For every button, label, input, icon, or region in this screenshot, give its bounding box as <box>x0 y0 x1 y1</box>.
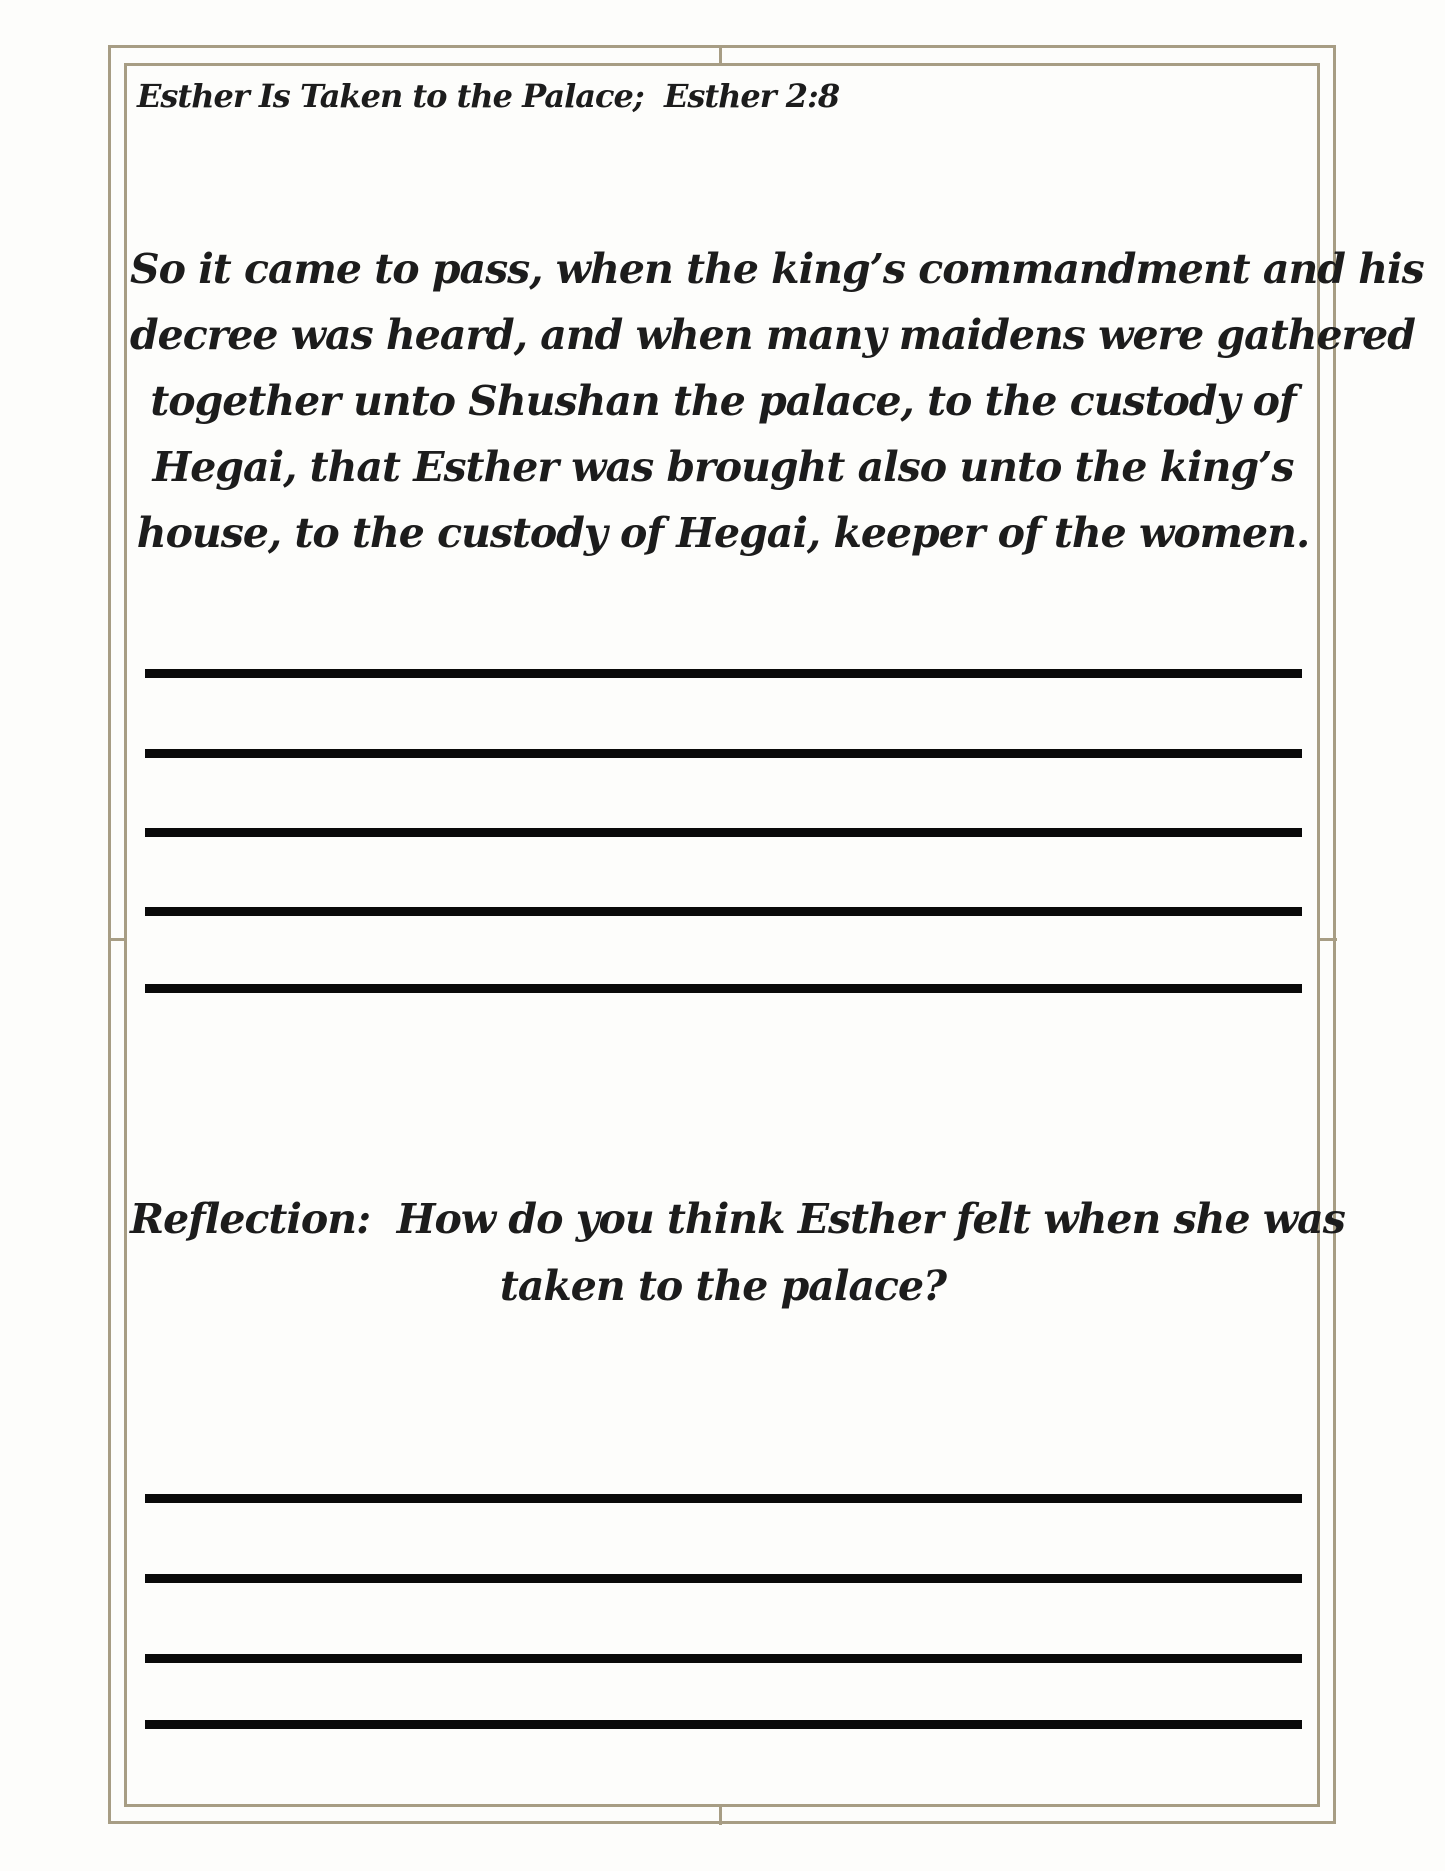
reflection-line: taken to the palace? <box>499 1262 947 1310</box>
frame-seam-right <box>1320 938 1337 941</box>
writing-line <box>145 1720 1302 1729</box>
writing-line <box>145 749 1302 758</box>
page-title: Esther Is Taken to the Palace; Esther 2:8 <box>137 77 840 115</box>
answer-lines-top-section <box>145 669 1302 993</box>
reflection-question <box>130 1186 1345 1320</box>
verse-line: decree was heard, and when many maidens were gathered <box>130 311 1415 359</box>
verse-text <box>130 236 1424 566</box>
verse-line: house, to the custody of Hegai, keeper of the women. <box>136 509 1310 557</box>
answer-lines-bottom-section <box>145 1494 1302 1729</box>
writing-line <box>145 907 1302 916</box>
verse-line: So it came to pass, when the king’s commandment and his <box>130 245 1424 293</box>
frame-seam-bottom <box>719 1805 722 1825</box>
writing-line <box>145 984 1302 993</box>
frame-seam-left <box>108 938 127 941</box>
writing-line <box>145 828 1302 837</box>
writing-line <box>145 1574 1302 1583</box>
writing-line <box>145 669 1302 678</box>
reflection-line: Reflection: How do you think Esther felt when she was <box>130 1195 1345 1243</box>
frame-seam-top <box>719 45 722 66</box>
writing-line <box>145 1654 1302 1663</box>
verse-line: Hegai, that Esther was brought also unto the king’s <box>152 443 1294 491</box>
writing-line <box>145 1494 1302 1503</box>
verse-line: together unto Shushan the palace, to the custody of <box>150 377 1296 425</box>
